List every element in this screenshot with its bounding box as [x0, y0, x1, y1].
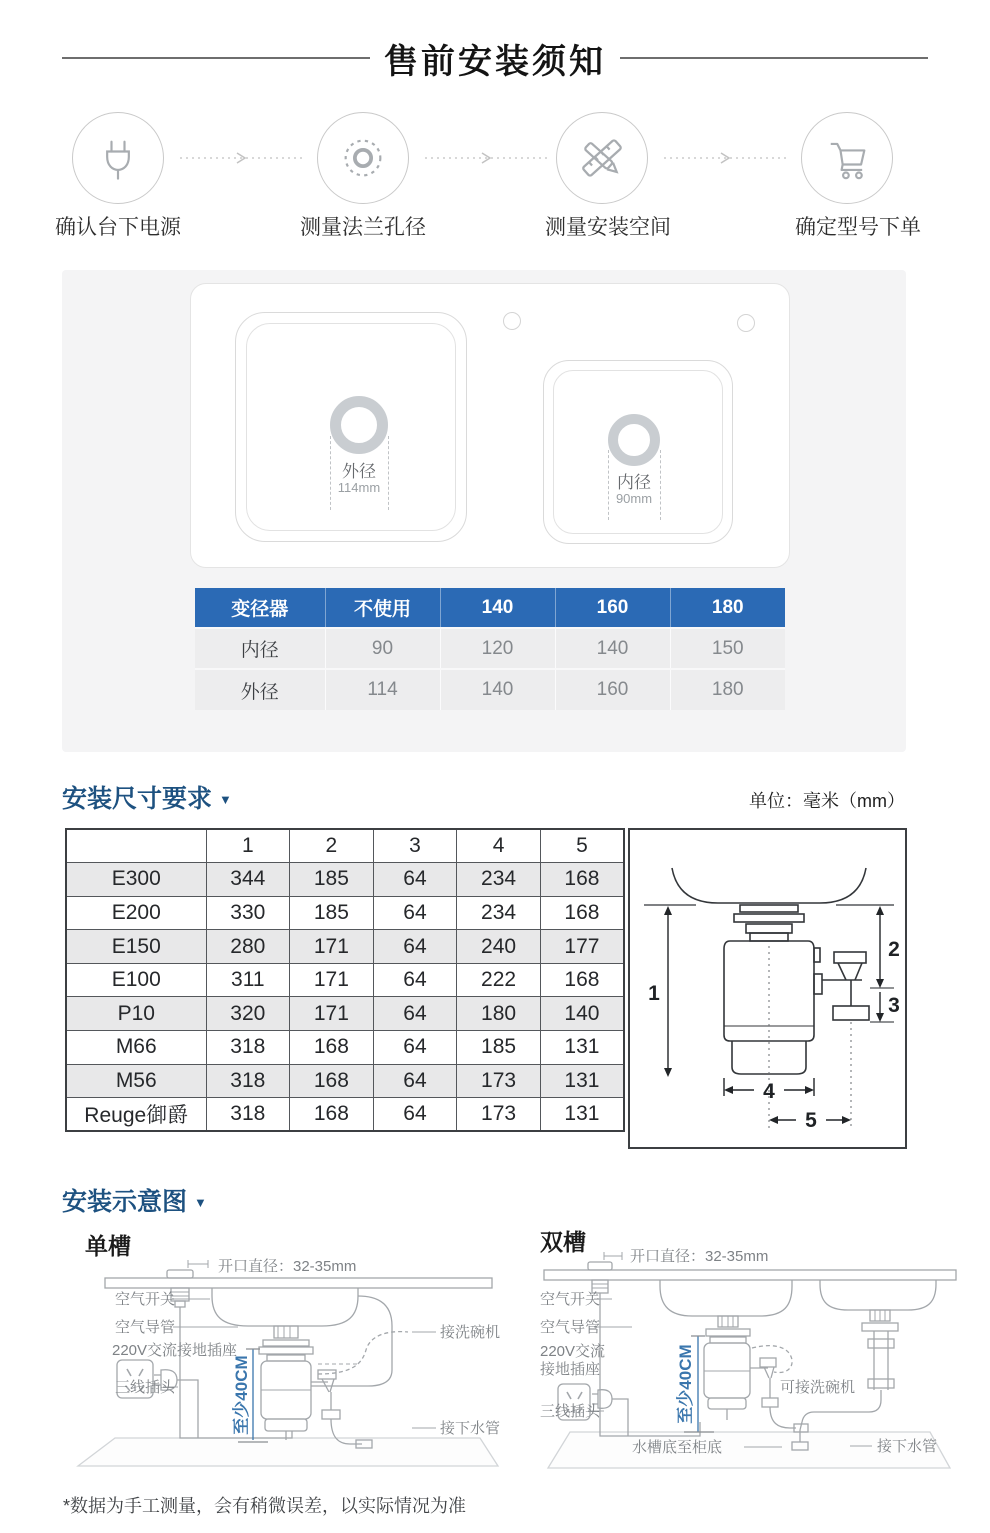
model: E200	[66, 896, 206, 930]
step-label-measure: 测量安装空间	[545, 216, 671, 239]
cell: 234	[457, 896, 541, 930]
cell: 150	[670, 628, 785, 669]
cell: 114	[325, 669, 440, 710]
dimension-figure-box	[628, 828, 907, 1149]
outer-diameter-ring	[330, 396, 388, 454]
cell: 320	[206, 997, 290, 1031]
sink-diagram-card	[190, 283, 790, 568]
cell: 64	[373, 997, 457, 1031]
cell: 168	[540, 896, 624, 930]
min-clearance-label: 至少40CM	[676, 1344, 695, 1424]
cell: 171	[290, 930, 374, 964]
footnote: *数据为手工测量，会有稍微误差，以实际情况为准	[63, 1496, 467, 1516]
drain-label: 接下水管	[440, 1420, 501, 1437]
cell: 171	[290, 997, 374, 1031]
size-header-row	[66, 829, 624, 863]
cell: 64	[373, 1064, 457, 1098]
countertop	[544, 1270, 956, 1280]
dim-label-5: 5	[805, 1109, 817, 1132]
step-circle-measure	[556, 112, 648, 204]
cell: 234	[457, 863, 541, 897]
center-lines	[769, 946, 851, 1128]
cell: 311	[206, 963, 290, 997]
measure-space-icon	[575, 131, 629, 185]
cell: 140	[555, 628, 670, 669]
install-section-title	[62, 1182, 207, 1218]
cell: 173	[457, 1064, 541, 1098]
step-circle-flange	[317, 112, 409, 204]
reducer-header-cell: 180	[670, 588, 785, 628]
disposer-dimension-figure	[630, 830, 905, 1147]
reducer-row-outer	[195, 669, 785, 710]
cell: 120	[440, 628, 555, 669]
cell: 64	[373, 896, 457, 930]
cell: 168	[540, 863, 624, 897]
min-clearance-label: 至少40CM	[232, 1355, 251, 1435]
size-row-e100	[66, 963, 624, 997]
flange-diameter-icon	[337, 132, 389, 184]
opening-label: 开口直径：32-35mm	[218, 1258, 357, 1275]
size-section-title-text: 安装尺寸要求	[62, 785, 213, 813]
model: P10	[66, 997, 206, 1031]
opening-label: 开口直径：32-35mm	[630, 1248, 769, 1265]
cell: 318	[206, 1098, 290, 1132]
model: E100	[66, 963, 206, 997]
cell: 64	[373, 863, 457, 897]
inner-diameter-value: 90mm	[615, 491, 653, 506]
disposer-body	[724, 905, 820, 1074]
cell: 64	[373, 1098, 457, 1132]
disposer-unit	[704, 1316, 750, 1420]
cart-icon	[821, 132, 873, 184]
model: M56	[66, 1064, 206, 1098]
model: E150	[66, 930, 206, 964]
cell: 280	[206, 930, 290, 964]
step-label-order: 确定型号下单	[795, 216, 921, 239]
drain-elbow	[814, 952, 869, 1020]
inner-diameter-label: 内径	[617, 473, 651, 492]
socket-label-line1: 220V交流	[540, 1343, 606, 1360]
size-row-reuge	[66, 1098, 624, 1132]
step-arrow-1	[178, 150, 304, 166]
cell: 171	[290, 963, 374, 997]
col-header: 1	[206, 829, 290, 863]
row-label: 内径	[195, 628, 325, 669]
cell: 90	[325, 628, 440, 669]
cell: 131	[540, 1064, 624, 1098]
model: M66	[66, 1031, 206, 1065]
reducer-header-cell: 140	[440, 588, 555, 628]
size-row-m56	[66, 1064, 624, 1098]
size-row-p10	[66, 997, 624, 1031]
cell: 168	[290, 1031, 374, 1065]
install-section-title-text: 安装示意图	[62, 1188, 188, 1216]
size-row-m66	[66, 1031, 624, 1065]
drain-trap	[311, 1370, 372, 1448]
cell: 168	[290, 1064, 374, 1098]
step-label-flange: 测量法兰孔径	[300, 216, 426, 239]
faucet-hole-right	[737, 314, 755, 332]
drain-label: 接下水管	[877, 1438, 938, 1455]
unit-note: 单位：毫米（mm）	[749, 791, 905, 811]
cell: 185	[290, 863, 374, 897]
cell: 222	[457, 963, 541, 997]
left-basin	[660, 1280, 792, 1316]
leader-lines	[412, 1332, 436, 1428]
size-table	[65, 828, 625, 1132]
cell: 168	[290, 1098, 374, 1132]
dimension-lines	[664, 906, 894, 1124]
size-row-e150	[66, 930, 624, 964]
air-switch-label: 空气开关	[115, 1291, 176, 1308]
title-rule-right	[620, 57, 928, 59]
cell: 140	[440, 669, 555, 710]
sink-cross-section	[644, 868, 894, 905]
cell: 180	[457, 997, 541, 1031]
right-basin	[800, 1280, 936, 1430]
reducer-row-inner	[195, 628, 785, 669]
step-arrow-3	[662, 150, 788, 166]
cell: 180	[670, 669, 785, 710]
sink-to-cabinet-label: 水槽底至柜底	[632, 1439, 723, 1456]
dim-label-3: 3	[888, 994, 900, 1017]
dishwasher-label: 可接洗碗机	[780, 1379, 856, 1396]
floor	[78, 1438, 498, 1466]
dishwasher-label: 接洗碗机	[440, 1324, 501, 1341]
cell: 240	[457, 930, 541, 964]
double-sink-install-diagram	[532, 1240, 967, 1480]
cell: 64	[373, 1031, 457, 1065]
air-duct-label: 空气导管	[115, 1319, 176, 1336]
inner-diameter-ring	[608, 414, 660, 466]
size-row-e200	[66, 896, 624, 930]
cell: 131	[540, 1098, 624, 1132]
air-switch-label: 空气开关	[540, 1291, 601, 1308]
step-circle-order	[801, 112, 893, 204]
triangle-down-icon: ▼	[218, 792, 232, 807]
step-circle-power	[72, 112, 164, 204]
reducer-header-cell: 变径器	[195, 588, 325, 628]
dimension-labels	[648, 938, 900, 1132]
dishwasher-hose	[318, 1332, 408, 1374]
faucet-hole-left	[503, 312, 521, 330]
col-header: 2	[290, 829, 374, 863]
dim-label-2: 2	[888, 938, 900, 961]
dim-label-1: 1	[648, 982, 660, 1005]
power-plug-icon	[92, 132, 144, 184]
reducer-header-row	[195, 588, 785, 628]
reducer-table	[195, 588, 785, 710]
cell: 344	[206, 863, 290, 897]
cell: 185	[457, 1031, 541, 1065]
corner-cell	[66, 829, 206, 863]
cell: 131	[540, 1031, 624, 1065]
cell: 64	[373, 930, 457, 964]
socket-label-line2: 接地插座	[540, 1361, 601, 1378]
reducer-header-cell: 160	[555, 588, 670, 628]
socket-label: 220V交流接地插座	[112, 1342, 238, 1359]
col-header: 3	[373, 829, 457, 863]
size-row-e300	[66, 863, 624, 897]
col-header: 4	[457, 829, 541, 863]
plug-label: 三线插头	[115, 1379, 176, 1396]
cell: 173	[457, 1098, 541, 1132]
model: Reuge御爵	[66, 1098, 206, 1132]
plug-label: 三线插头	[540, 1403, 601, 1420]
cell: 318	[206, 1064, 290, 1098]
reducer-header-cell: 不使用	[325, 588, 440, 628]
cell: 185	[290, 896, 374, 930]
row-label: 外径	[195, 669, 325, 710]
page-title: 售前安装须知	[384, 43, 606, 81]
single-sink-install-diagram	[60, 1252, 505, 1474]
step-label-power: 确认台下电源	[55, 216, 181, 239]
air-duct-label: 空气导管	[540, 1319, 601, 1336]
air-switch-fitting	[588, 1252, 622, 1293]
outer-diameter-label: 外径	[342, 462, 376, 481]
cell: 318	[206, 1031, 290, 1065]
cell: 330	[206, 896, 290, 930]
cell: 177	[540, 930, 624, 964]
disposer-unit	[259, 1326, 313, 1440]
outer-diameter-value: 114mm	[337, 480, 381, 495]
cell: 140	[540, 997, 624, 1031]
countertop	[105, 1278, 492, 1288]
cell: 160	[555, 669, 670, 710]
double-sink-title: 双槽	[540, 1229, 586, 1255]
cell: 64	[373, 963, 457, 997]
model: E300	[66, 863, 206, 897]
dim-label-4: 4	[763, 1080, 775, 1103]
cell: 168	[540, 963, 624, 997]
col-header: 5	[540, 829, 624, 863]
triangle-down-icon: ▼	[193, 1195, 207, 1210]
step-arrow-2	[423, 150, 549, 166]
single-sink-title: 单槽	[85, 1233, 131, 1259]
